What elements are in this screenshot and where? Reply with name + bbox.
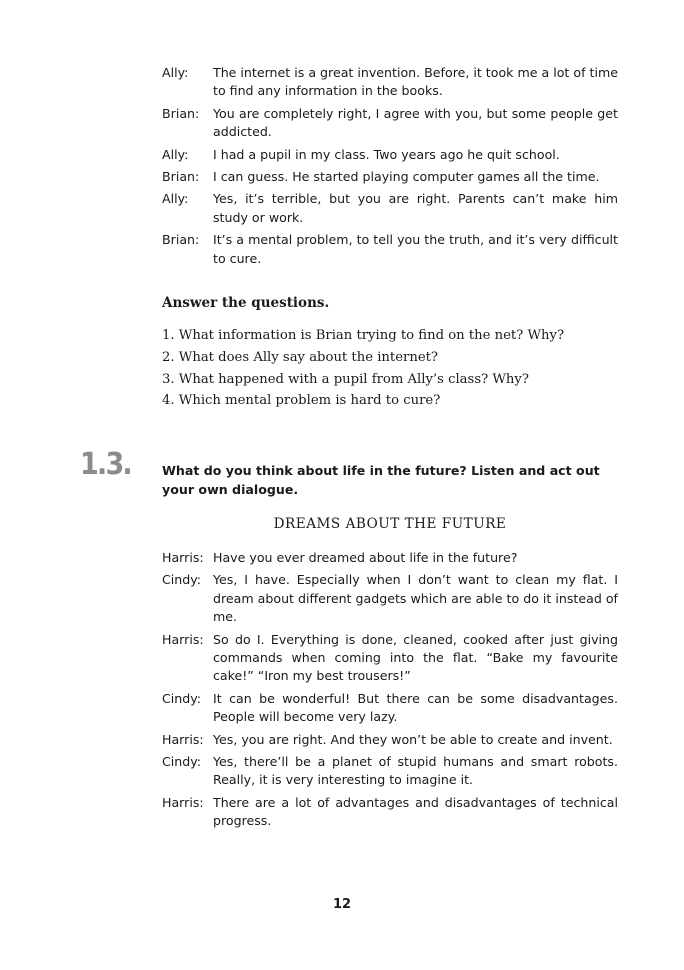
speaker-name: Brian: bbox=[162, 232, 200, 248]
speech-text: I had a pupil in my class. Two years ago he quit school. bbox=[213, 146, 560, 162]
speaker-name: Harris: bbox=[162, 631, 204, 647]
dialogue-line bbox=[162, 753, 618, 790]
speaker-name: Harris: bbox=[162, 794, 204, 810]
questions-list bbox=[162, 325, 564, 412]
speech-text: The internet is a great invention. Before, it took me a lot of time to find any information in the books. bbox=[213, 65, 618, 99]
speech-text: You are completely right, I agree with you, but some people get addicted. bbox=[213, 105, 618, 140]
speaker-name: Harris: bbox=[162, 550, 204, 565]
section-task: What do you think about life in the future? Listen and act out your own dialogue. bbox=[162, 463, 600, 497]
questions-heading: Answer the questions. bbox=[162, 295, 330, 311]
speaker-name: Harris: bbox=[162, 731, 204, 747]
dialogue-ally-brian bbox=[162, 64, 618, 272]
speech-text: So do I. Everything is done, cleaned, cooked after just giving commands when coming into the flat. “Bake my favourite cake!” “Iron my best trousers!” bbox=[213, 631, 618, 684]
speech-text: I can guess. He started playing computer games all the time. bbox=[213, 169, 600, 185]
speaker-name: Ally: bbox=[162, 146, 189, 162]
speaker-name: Ally: bbox=[162, 191, 189, 207]
dialogue-line bbox=[162, 231, 618, 268]
speech-text: Yes, it’s terrible, but you are right. Parents can’t make him study or work. bbox=[213, 191, 618, 225]
speech-text: Yes, you are right. And they won’t be able to create and invent. bbox=[213, 731, 613, 747]
speech-text: There are a lot of advantages and disadvantages of technical progress. bbox=[213, 794, 618, 829]
speaker-name: Cindy: bbox=[162, 690, 202, 706]
dialogue-line bbox=[162, 794, 618, 831]
speaker-name: Cindy: bbox=[162, 754, 202, 770]
speech-text: It’s a mental problem, to tell you the truth, and it’s very difficult to cure. bbox=[213, 232, 618, 266]
speaker-name: Ally: bbox=[162, 65, 189, 80]
speech-text: Yes, there’ll be a planet of stupid humans and smart robots. Really, it is very interesting to imagine it. bbox=[213, 754, 618, 788]
speaker-name: Cindy: bbox=[162, 572, 202, 588]
speech-text: Yes, I have. Especially when I don’t want to clean my flat. I dream about different gadgets which are able to do it instead of me. bbox=[213, 572, 618, 625]
dialogue-line bbox=[162, 190, 618, 227]
dialogue-harris-cindy bbox=[162, 549, 618, 835]
dialogue-line bbox=[162, 571, 618, 626]
section-number: 1.3. bbox=[80, 447, 131, 482]
dialogue-line bbox=[162, 168, 618, 186]
speaker-name: Brian: bbox=[162, 169, 200, 185]
speaker-name: Brian: bbox=[162, 105, 200, 121]
question-item: 2. What does Ally say about the internet? bbox=[162, 349, 438, 365]
dialogue-line bbox=[162, 631, 618, 686]
question-item: 3. What happened with a pupil from Ally’s class? Why? bbox=[162, 371, 529, 387]
story-title: DREAMS ABOUT THE FUTURE bbox=[273, 516, 507, 532]
dialogue-line bbox=[162, 731, 618, 749]
page-number: 12 bbox=[332, 897, 352, 912]
dialogue-line bbox=[162, 690, 618, 727]
question-item: 4. Which mental problem is hard to cure? bbox=[162, 393, 441, 409]
question-item: 1. What information is Brian trying to find on the net? Why? bbox=[162, 328, 565, 343]
dialogue-line bbox=[162, 549, 618, 567]
dialogue-line bbox=[162, 146, 618, 164]
dialogue-line bbox=[162, 64, 618, 101]
speech-text: It can be wonderful! But there can be some disadvantages. People will become very lazy. bbox=[213, 690, 618, 725]
speech-text: Have you ever dreamed about life in the future? bbox=[213, 550, 518, 565]
dialogue-line bbox=[162, 105, 618, 142]
